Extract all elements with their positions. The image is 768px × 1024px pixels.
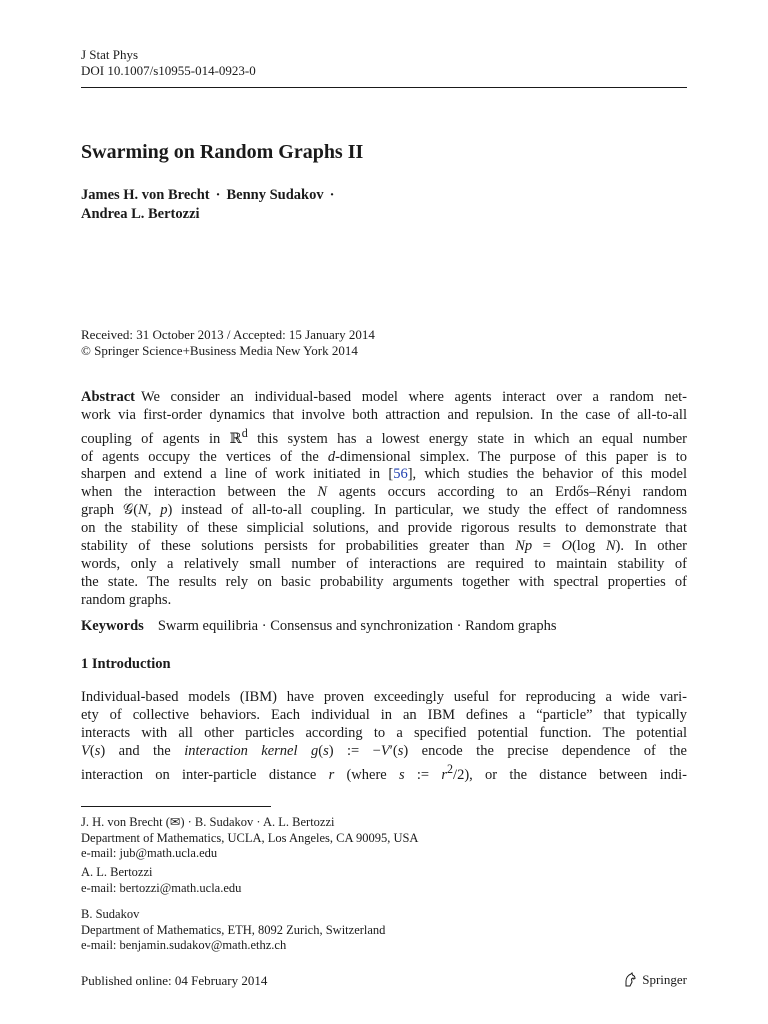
section-heading-introduction: 1 Introduction xyxy=(81,656,171,672)
introduction-line: Individual-based models (IBM) have proven exceedingly useful for reproducing a wide vari- xyxy=(81,689,687,705)
abstract-line: the state. The results rely on basic probability arguments together with spectral properties of xyxy=(81,573,687,590)
footnote-department: Department of Mathematics, UCLA, Los Angeles, CA 90095, USA xyxy=(81,830,419,845)
footnote-email[interactable]: e-mail: jub@math.ucla.edu xyxy=(81,846,218,860)
abstract-line: words, only a relatively small number of interactions are required to maintain stability of xyxy=(81,555,687,572)
author-von-brecht[interactable]: James H. von Brecht xyxy=(81,187,210,203)
footnote-authors: J. H. von Brecht (✉) · B. Sudakov · A. L. Bertozzi xyxy=(81,815,335,829)
publisher-name: Springer xyxy=(642,972,687,987)
abstract-line: when the interaction between the N agents occurs according to an Erdős–Rényi random xyxy=(81,484,687,501)
doi-link[interactable]: DOI 10.1007/s10955-014-0923-0 xyxy=(81,63,256,78)
paper-title: Swarming on Random Graphs II xyxy=(81,141,364,163)
keywords-label: Keywords xyxy=(81,618,144,634)
abstract-line: stability of these solutions persists for probabilities greater than Np = O(log N). In other xyxy=(81,538,688,555)
footnote-author: A. L. Bertozzi xyxy=(81,865,153,879)
footnote-author: B. Sudakov xyxy=(81,907,140,921)
publication-dates xyxy=(81,327,375,359)
abstract-line: Abstract We consider an individual-based model where agents interact over a random net- xyxy=(81,389,687,405)
abstract-line: on the stability of these simplicial solutions, and provide rigorous results to demonstrate that xyxy=(81,520,687,537)
keywords-text: Swarm equilibria · Consensus and synchronization · Random graphs xyxy=(157,618,557,634)
author-separator: · xyxy=(329,187,335,203)
author-list xyxy=(81,186,340,224)
abstract-line: work via first-order dynamics that involve both attraction and repulsion. In the case of all-to-all xyxy=(81,406,687,423)
published-online: Published online: 04 February 2014 xyxy=(81,973,268,988)
keywords xyxy=(81,617,557,635)
journal-header xyxy=(81,47,256,79)
footnote-affiliation-bertozzi xyxy=(81,865,241,896)
introduction-line: V(s) and the interaction kernel g(s) := −V′(s) encode the precise dependence of the xyxy=(81,742,687,759)
abstract-body xyxy=(81,389,687,610)
footnote-email[interactable]: e-mail: benjamin.sudakov@math.ethz.ch xyxy=(81,938,287,952)
introduction-body xyxy=(81,689,687,784)
header-rule xyxy=(81,87,687,88)
abstract-line: coupling of agents in ℝ$^d$ this system has a lowest energy state in which an equal number xyxy=(81,425,688,447)
author-separator: · xyxy=(215,187,221,203)
springer-horse-icon xyxy=(622,972,638,988)
footnote-affiliation-ucla xyxy=(81,815,418,862)
introduction-line: ety of collective behaviors. Each individual in an IBM defines a “particle” that typically xyxy=(81,706,687,723)
abstract-label: Abstract xyxy=(81,389,135,405)
received-accepted: Received: 31 October 2013 / Accepted: 15 January 2014 xyxy=(81,327,375,342)
introduction-line: interaction on inter-particle distance r (where s := $r^2/2$), or the distance between indi- xyxy=(81,761,687,783)
introduction-line: interacts with all other particles according to a specified potential function. The potential xyxy=(81,724,687,741)
abstract xyxy=(81,389,687,610)
footnote-rule xyxy=(81,806,271,807)
footnote-affiliation-eth xyxy=(81,907,385,954)
abstract-line: of agents occupy the vertices of the d-dimensional simplex. The purpose of this paper is to xyxy=(81,448,687,465)
journal-name: J Stat Phys xyxy=(81,47,139,62)
publisher-mark xyxy=(622,972,687,988)
abstract-line: random graphs. xyxy=(81,591,172,608)
copyright-notice: © Springer Science+Business Media New York 2014 xyxy=(81,343,358,358)
abstract-line: sharpen and extend a line of work initiated in [56], which studies the behavior of this model xyxy=(81,466,687,483)
footnote-email[interactable]: e-mail: bertozzi@math.ucla.edu xyxy=(81,880,242,895)
paper-page xyxy=(81,0,687,1024)
author-sudakov[interactable]: Benny Sudakov xyxy=(226,187,324,203)
abstract-line: graph 𝒢(N, p) instead of all-to-all coupling. In particular, we study the effect of randomness xyxy=(81,502,688,519)
footnote-department: Department of Mathematics, ETH, 8092 Zurich, Switzerland xyxy=(81,922,386,937)
author-bertozzi[interactable]: Andrea L. Bertozzi xyxy=(81,206,200,222)
